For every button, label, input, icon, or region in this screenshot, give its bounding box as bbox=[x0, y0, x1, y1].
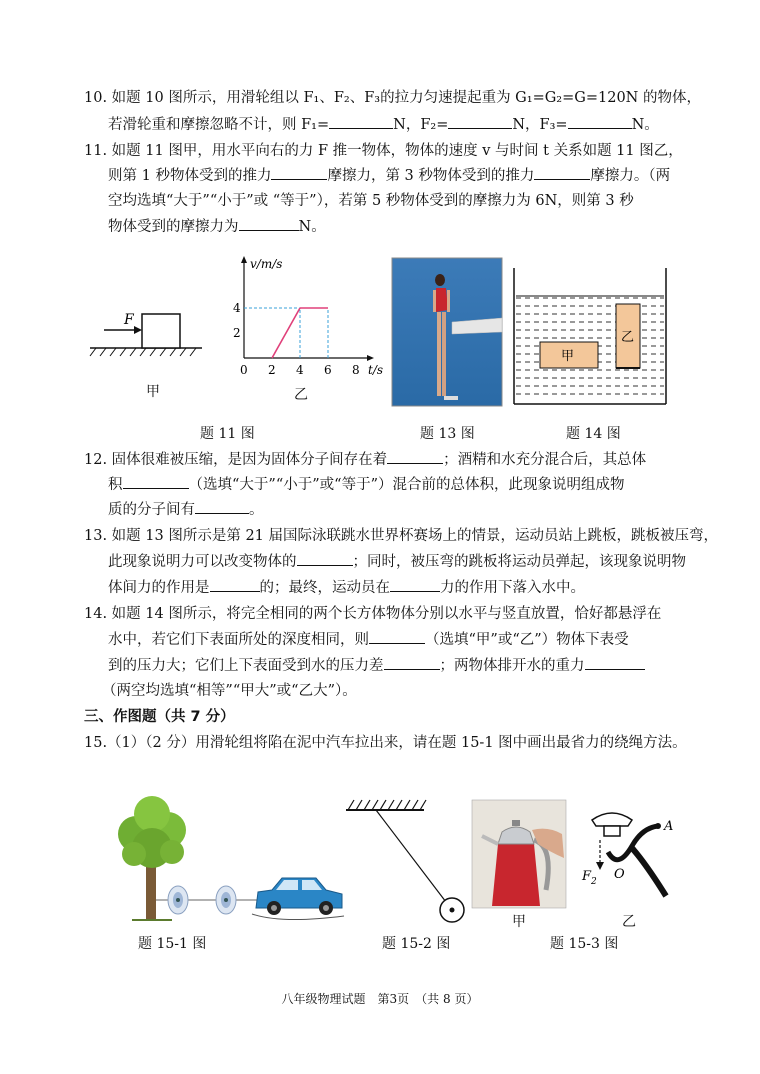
x-tick-label: 4 bbox=[296, 363, 304, 377]
q15-line1: 15.（1）（2 分）用滑轮组将陷在泥中汽车拉出来，请在题 15-1 图中画出最省力的绕绳方法。 bbox=[84, 735, 687, 751]
answer-blank-q14c[interactable] bbox=[585, 655, 645, 670]
q11-line4: 物体受到的摩擦力为 N。 bbox=[108, 216, 326, 237]
answer-blank-f3[interactable] bbox=[568, 114, 632, 129]
q12-line1: 12. 固体很难被压缩，是因为固体分子间存在着 ；酒精和水充分混合后，其总体 bbox=[84, 449, 646, 470]
kettle-body bbox=[492, 844, 540, 906]
velocity-segment bbox=[272, 308, 300, 358]
vt-chart bbox=[230, 252, 384, 382]
q13-line3: 体间力的作用是 的；最终，运动员在 力的作用下落入水中。 bbox=[108, 577, 585, 598]
answer-blank-q14a[interactable] bbox=[369, 629, 425, 644]
answer-blank-q11c[interactable] bbox=[239, 216, 299, 231]
q14-line4: （两空均选填“相等”“甲大”或“乙大”）。 bbox=[102, 683, 357, 699]
answer-blank-q14b[interactable] bbox=[384, 655, 440, 670]
q11-line2: 则第 1 秒物体受到的推力 摩擦力，第 3 秒物体受到的推力 摩擦力。（两 bbox=[108, 165, 670, 186]
y-tick-label: 4 bbox=[233, 301, 241, 315]
answer-blank-f1[interactable] bbox=[329, 114, 393, 129]
x-axis-label: t/s bbox=[368, 363, 384, 377]
answer-blank-q12b[interactable] bbox=[123, 474, 189, 489]
q10-line1: 10. 如题 10 图所示，用滑轮组以 F₁、F₂、F₃的拉力匀速提起重为 G₁=G₂=G=120N 的物体， bbox=[84, 90, 701, 106]
q12-line2: 积 （选填“大于”“小于”或“等于”）混合前的总体积，此现象说明组成物 bbox=[108, 474, 624, 495]
car bbox=[252, 878, 344, 920]
fig15-3-jia-label: 甲 bbox=[512, 914, 526, 930]
label-o: O bbox=[614, 867, 625, 882]
x-tick-label: 8 bbox=[352, 363, 360, 377]
fig15-3-caption: 题 15-3 图 bbox=[550, 936, 619, 952]
q11-line1: 11. 如题 11 图甲，用水平向右的力 F 推一物体，物体的速度 v 与时间 t 关系如题 11 图乙， bbox=[84, 143, 683, 159]
fig14-caption: 题 14 图 bbox=[566, 426, 621, 442]
x-tick-label: 2 bbox=[268, 363, 276, 377]
q12-line3: 质的分子间有 。 bbox=[108, 499, 264, 520]
answer-blank-q12c[interactable] bbox=[195, 499, 249, 514]
y-axis-arrow bbox=[241, 256, 247, 263]
pulley-2 bbox=[216, 886, 236, 914]
q11-line3: 空均选填“大于”“小于”或 “等于”），若第 5 秒物体受到的摩擦力为 6N，则第 3 秒 bbox=[108, 193, 634, 209]
section-3-title: 三、作图题（共 7 分） bbox=[84, 709, 235, 725]
q14-line2: 水中，若它们下表面所处的深度相同，则 （选填“甲”或“乙”）物体下表受 bbox=[108, 629, 629, 650]
q10-line2: 若滑轮重和摩擦忽略不计，则 F₁= N，F₂= N，F₃= N。 bbox=[108, 114, 659, 135]
label-a: A bbox=[664, 819, 674, 834]
answer-blank-q13a[interactable] bbox=[297, 551, 353, 566]
block-jia-label: 甲 bbox=[561, 349, 575, 364]
answer-blank-q13b[interactable] bbox=[210, 577, 260, 592]
q14-line3: 到的压力大；它们上下表面受到水的压力差 ；两物体排开水的重力 bbox=[108, 655, 645, 676]
fig15-1-caption: 题 15-1 图 bbox=[138, 936, 207, 952]
q14-line1: 14. 如题 14 图所示，将完全相同的两个长方体物体分别以水平与竖直放置，恰好都悬浮在 bbox=[84, 606, 662, 622]
diver-swimsuit bbox=[436, 288, 448, 312]
q13-line1: 13. 如题 13 图所示是第 21 届国际泳联跳水世界杯赛场上的情景，运动员站上跳板，跳板被压弯， bbox=[84, 528, 719, 544]
x-tick-label: 6 bbox=[324, 363, 332, 377]
block bbox=[142, 314, 180, 348]
diving-photo bbox=[392, 258, 502, 406]
answer-blank-q12a[interactable] bbox=[387, 449, 443, 464]
page-footer: 八年级物理试题 第3页 （共 8 页） bbox=[281, 992, 479, 1006]
fig13-caption: 题 13 图 bbox=[420, 426, 475, 442]
answer-blank-q13c[interactable] bbox=[390, 577, 440, 592]
kettle-photo bbox=[472, 800, 566, 908]
answer-blank-f2[interactable] bbox=[448, 114, 512, 129]
rope bbox=[376, 810, 446, 902]
fig11-yi-label: 乙 bbox=[294, 387, 308, 403]
pulley-1 bbox=[168, 886, 188, 914]
fig15-2-diagram bbox=[340, 790, 470, 930]
x-tick-label: 0 bbox=[240, 363, 248, 377]
force-label: F bbox=[124, 312, 134, 328]
fig15-3-yi-diagram bbox=[578, 806, 682, 918]
fig14-tank-diagram bbox=[512, 266, 668, 408]
diver-head bbox=[435, 274, 445, 286]
answer-blank-q11b[interactable] bbox=[534, 165, 590, 180]
y-tick-label: 2 bbox=[233, 326, 241, 340]
fig11-jia-label: 甲 bbox=[146, 384, 160, 400]
block-yi-label: 乙 bbox=[621, 330, 635, 345]
tree-trunk bbox=[146, 866, 156, 920]
label-f2: $F_2$ bbox=[582, 869, 597, 887]
x-axis-arrow bbox=[367, 355, 374, 361]
answer-blank-q11a[interactable] bbox=[271, 165, 327, 180]
q13-line2: 此现象说明力可以改变物体的 ；同时，被压弯的跳板将运动员弹起，该现象说明物 bbox=[108, 551, 686, 572]
fig11-jia-diagram bbox=[86, 300, 206, 360]
fig15-2-caption: 题 15-2 图 bbox=[382, 936, 451, 952]
fig15-1-diagram bbox=[112, 796, 348, 926]
y-axis-label: v/m/s bbox=[250, 257, 283, 271]
fig15-3-yi-label: 乙 bbox=[622, 914, 636, 930]
fig11-caption: 题 11 图 bbox=[200, 426, 255, 442]
